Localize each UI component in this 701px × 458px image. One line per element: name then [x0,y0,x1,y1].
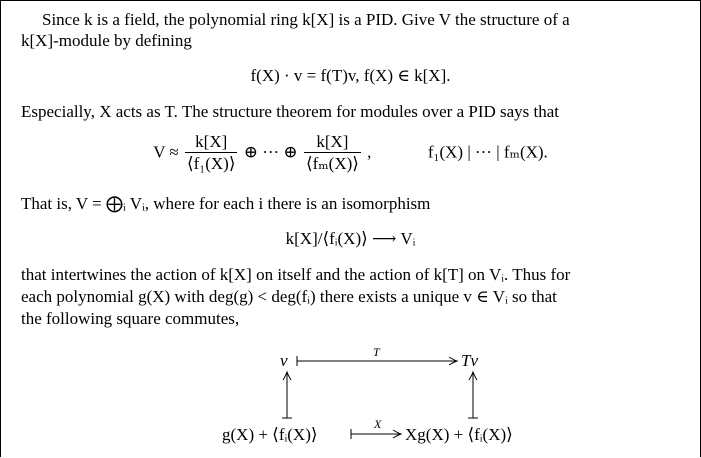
diagram-label-t: T [373,345,380,359]
eq2-direct-sum: ⊕ ··· ⊕ [243,142,298,162]
diagram-node-x-coset: Xg(X) + ⟨fᵢ(X)⟩ [405,425,513,444]
fraction-first-numerator: k[X] [185,132,237,153]
diagram-node-coset: g(X) + ⟨fᵢ(X)⟩ [222,425,318,444]
paragraph-2: Especially, X acts as T. The structure theorem for modules over a PID says that [21,102,560,121]
paragraph-4-line-1: that intertwines the action of k[X] on itself and the action of k[T] on Vᵢ. Thus for [21,265,571,284]
equation-isomorphism: k[X]/⟨fᵢ(X)⟩ ⟶ Vᵢ [285,229,416,248]
paragraph-1-line-2: k[X]-module by defining [21,31,192,50]
fraction-last-numerator: k[X] [304,132,361,153]
fraction-first-denominator: ⟨f₁(X)⟩ [187,154,236,173]
diagram-node-tv: Tv [461,351,478,370]
eq2-lhs: V ≈ [153,142,179,162]
paragraph-1-line-1: Since k is a field, the polynomial ring k[X] is a PID. Give V the structure of a [42,10,570,29]
diagram-node-v: v [280,351,288,370]
eq2-comma: , [367,142,372,162]
fraction-last-denominator: ⟨fₘ(X)⟩ [305,154,359,173]
paragraph-4-line-2: each polynomial g(X) with deg(g) < deg(fᵢ) there exists a unique v ∈ Vᵢ so that [21,287,557,306]
paragraph-4-line-3: the following square commutes, [21,309,240,328]
paragraph-3: That is, V = ⨁ᵢ Vᵢ, where for each i there is an isomorphism [21,194,431,213]
equation-module-action: f(X) · v = f(T)v, f(X) ∈ k[X]. [250,66,451,85]
diagram-label-x: X [374,417,382,431]
eq2-divisibility-condition: f₁(X) | ··· | fₘ(X). [427,142,548,162]
